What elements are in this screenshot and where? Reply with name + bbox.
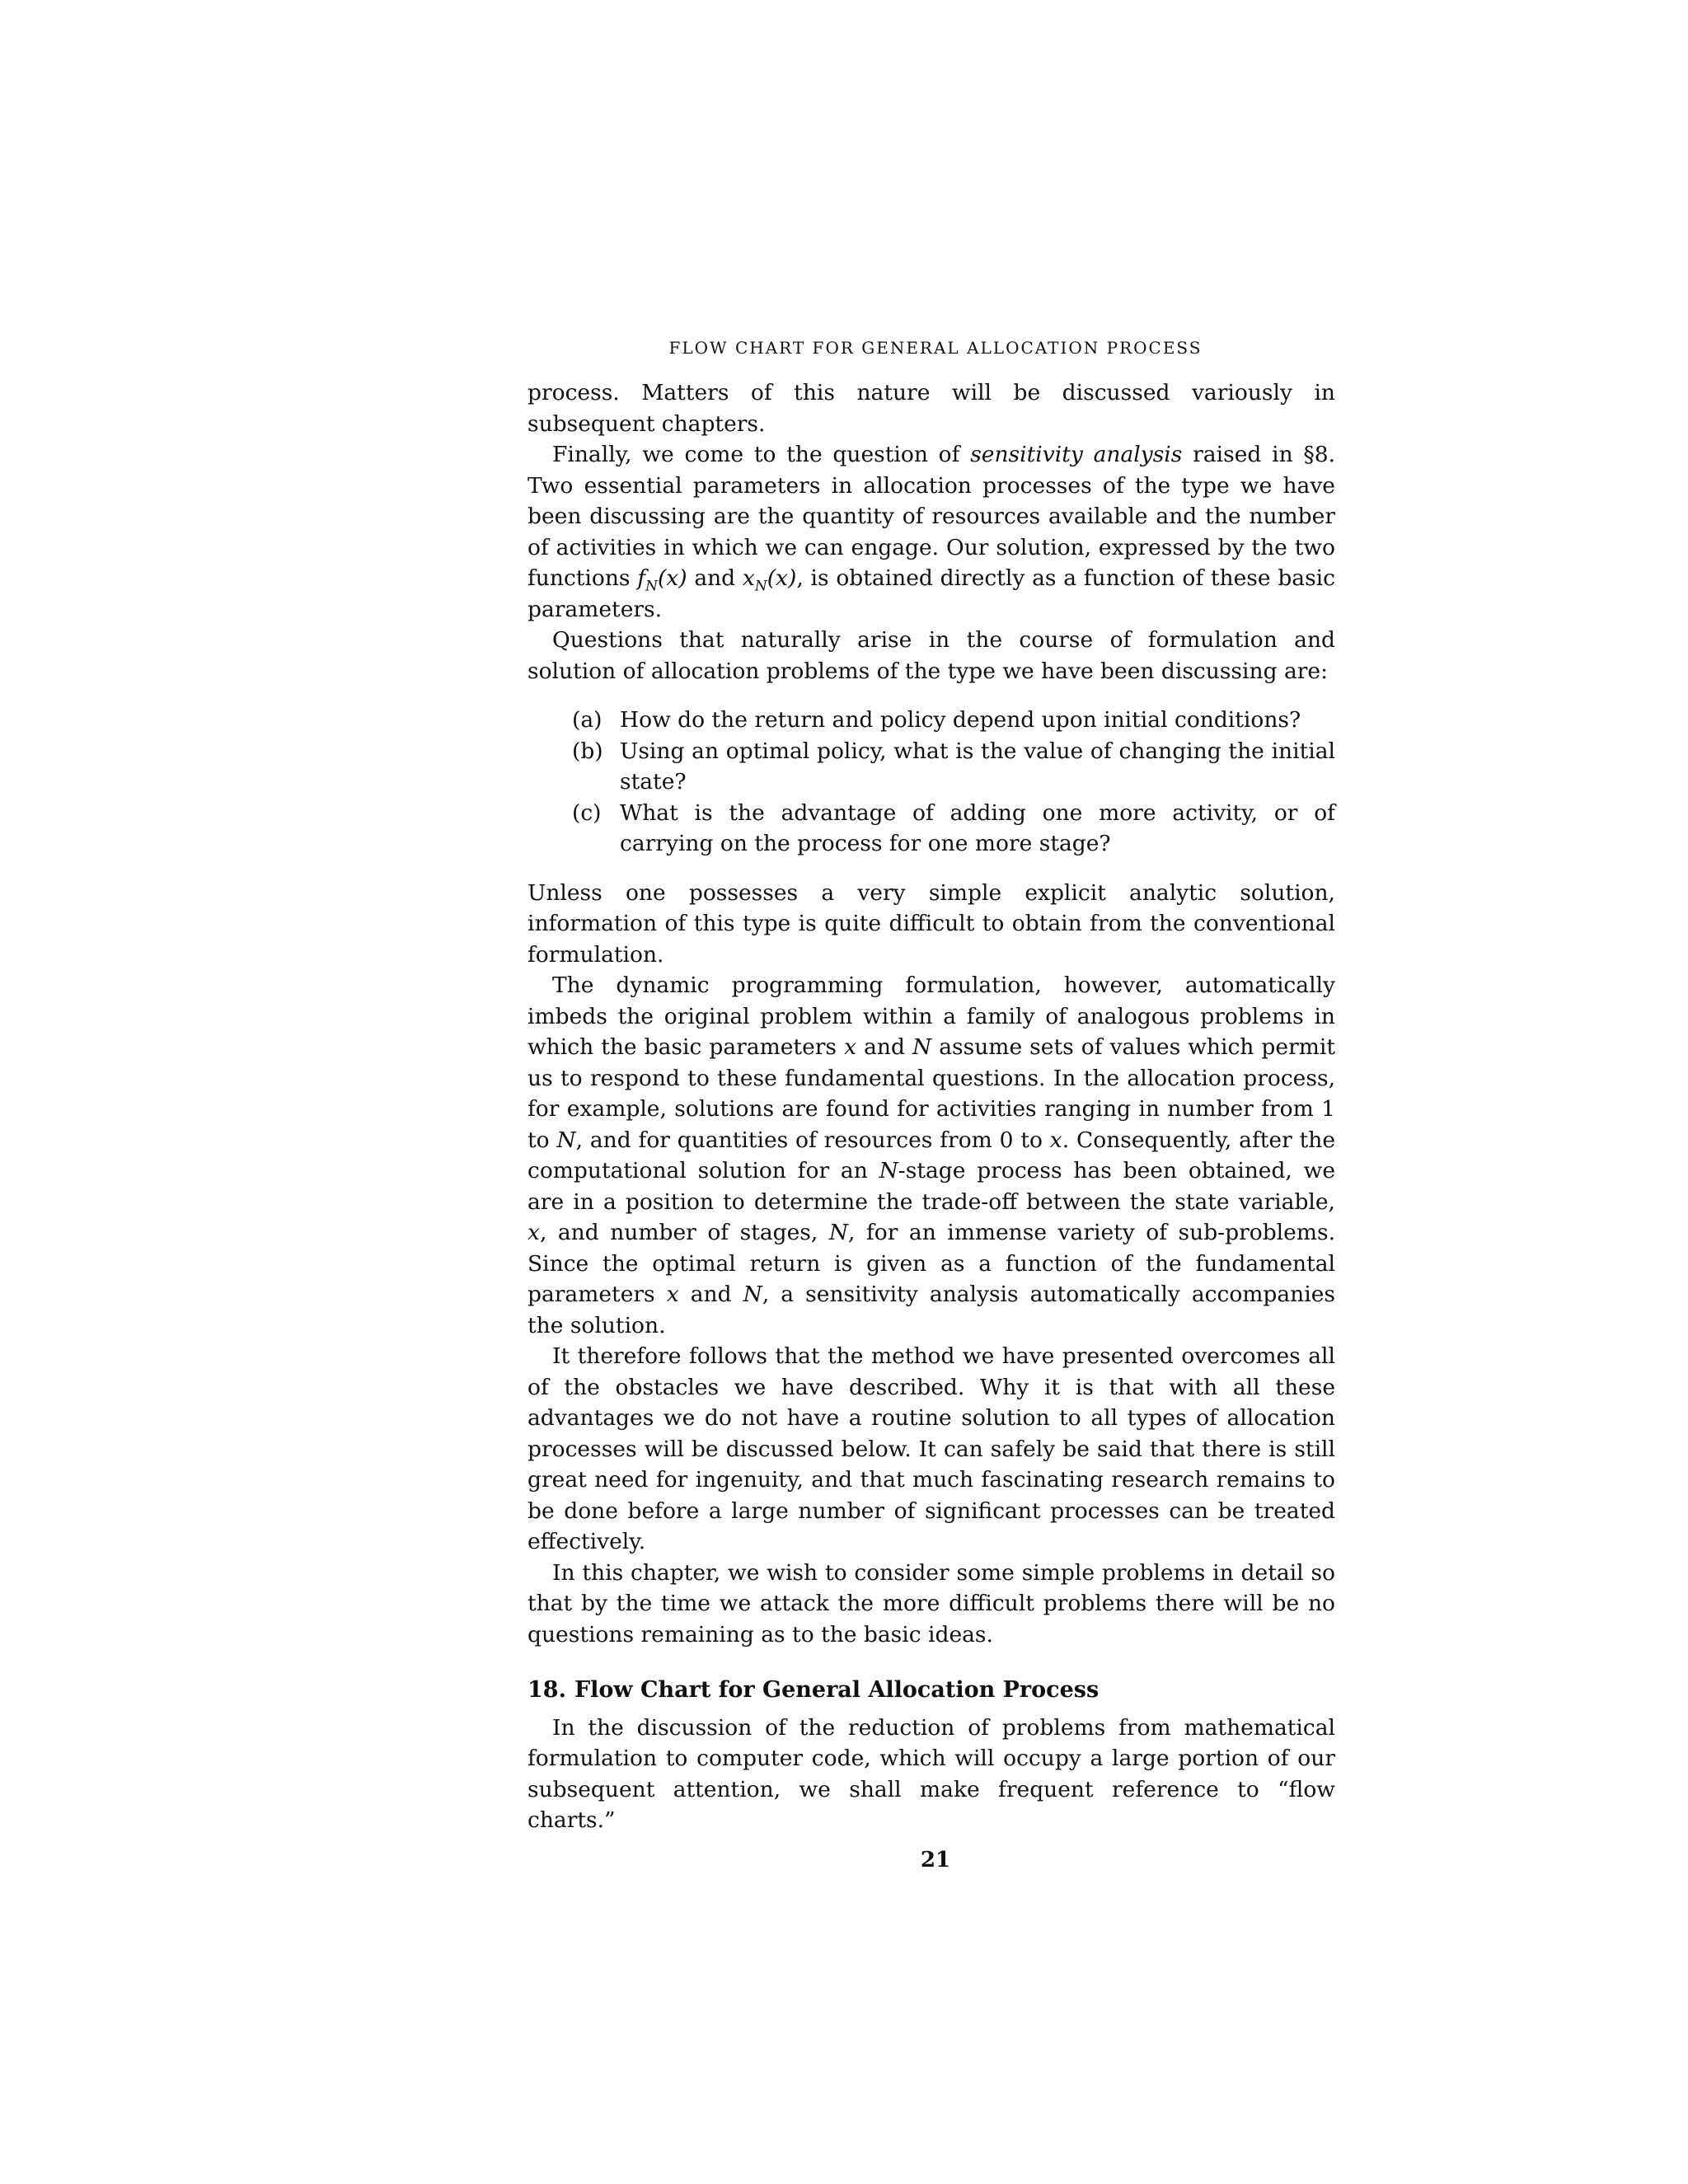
list-item-text: How do the return and policy depend upon initial conditions? (620, 707, 1301, 733)
list-item (528, 798, 1335, 860)
section-title: Flow Chart for General Allocation Process (574, 1677, 1100, 1703)
text-run: and (856, 1034, 912, 1060)
math-n: N (743, 1282, 762, 1307)
text-run: . Consequently, after the computational solution for an (528, 1127, 1335, 1183)
text-run: raised in §8. Two essential parameters in allocation processes of the type we have been discussing are the quantity of resources available and the number of activities in which we can engage. Our solution, expressed by the two functions (528, 442, 1335, 591)
math-x: x (844, 1034, 857, 1060)
math-arg: (x) (657, 565, 687, 591)
text-run: and (687, 565, 743, 591)
paragraph-conventional-formulation: Unless one possesses a very simple explicit analytic solution, information of this type is quite difficult to obtain from the conventional formulation. (528, 879, 1335, 968)
text-run: and (678, 1282, 743, 1307)
text-run: The dynamic programming formulation, however, automatically imbeds the original problem within a family of analogous problems in which the basic parameters (528, 972, 1335, 1060)
list-marker: (a) (572, 707, 603, 733)
text-run: , a sensitivity analysis automatically accompanies the solution. (528, 1282, 1335, 1338)
emphasis-sensitivity-analysis: sensitivity analysis (970, 442, 1183, 467)
math-subscript-n: N (754, 578, 767, 595)
paragraph-continuation: process. Matters of this nature will be discussed variously in subsequent chapters. (528, 380, 1335, 437)
math-arg: (x) (767, 565, 797, 591)
list-item (528, 736, 1335, 798)
paragraph-dynamic-programming (528, 970, 1335, 1341)
math-n: N (912, 1034, 932, 1060)
list-marker: (b) (572, 738, 603, 764)
math-n: N (879, 1158, 898, 1183)
list-item-text: Using an optimal policy, what is the value of changing the initial state? (620, 738, 1335, 794)
text-run: , is obtained directly as a function of these basic parameters. (528, 565, 1335, 622)
text-run: Finally, we come to the question of (552, 442, 971, 467)
paragraph-sensitivity-analysis (528, 439, 1335, 625)
paragraph-questions-intro: Questions that naturally arise in the course of formulation and solution of allocation problems of the type we have been discussing are: (528, 627, 1335, 684)
question-list (528, 705, 1335, 860)
page-number: 21 (920, 1847, 951, 1872)
section-number: 18. (528, 1677, 566, 1703)
body-text (528, 377, 1335, 1836)
book-page (528, 338, 1335, 1872)
paragraph-flow-charts: In the discussion of the reduction of problems from mathematical formulation to computer code, which will occupy a large portion of our subsequent attention, we shall make frequent reference to “flow charts.” (528, 1714, 1335, 1833)
list-item (528, 705, 1335, 736)
paragraph-chapter-intent: In this chapter, we wish to consider some simple problems in detail so that by the time we attack the more difficult problems there will be no questions remaining as to the basic ideas. (528, 1559, 1335, 1647)
math-f: f (637, 565, 646, 591)
math-x: x (528, 1220, 540, 1245)
math-subscript-n: N (645, 578, 658, 595)
text-run: , and number of stages, (539, 1220, 829, 1245)
text-run: , for an immense variety of sub-problems. Since the optimal return is given as a function of the fundamental parameters (528, 1220, 1335, 1307)
text-run: -stage process has been obtained, we are in a position to determine the trade-off between the state variable, (528, 1158, 1336, 1215)
section-heading (528, 1675, 1335, 1706)
list-item-text: What is the advantage of adding one more activity, or of carrying on the process for one more stage? (620, 799, 1335, 856)
list-marker: (c) (572, 799, 602, 826)
running-head: FLOW CHART FOR GENERAL ALLOCATION PROCESS (668, 338, 1203, 358)
math-n: N (828, 1220, 849, 1245)
math-x: x (666, 1282, 679, 1307)
text-run: assume sets of values which permit us to respond to these fundamental questions. In the allocation process, for example, solutions are found for activities ranging in number from 1 to (528, 1034, 1335, 1153)
paragraph-obstacles: It therefore follows that the method we have presented overcomes all of the obstacles we have described. Why it is that with all these advantages we do not have a routine solution to all types of allocation processes will be discussed below. It can safely be said that there is still great need for ingenuity, and that much fascinating research remains to be done before a large number of significant processes can be treated effectively. (528, 1343, 1335, 1554)
math-x: x (1049, 1127, 1062, 1153)
math-x: x (742, 565, 755, 591)
math-n: N (556, 1127, 576, 1153)
text-run: , and for quantities of resources from 0 to (575, 1127, 1050, 1153)
